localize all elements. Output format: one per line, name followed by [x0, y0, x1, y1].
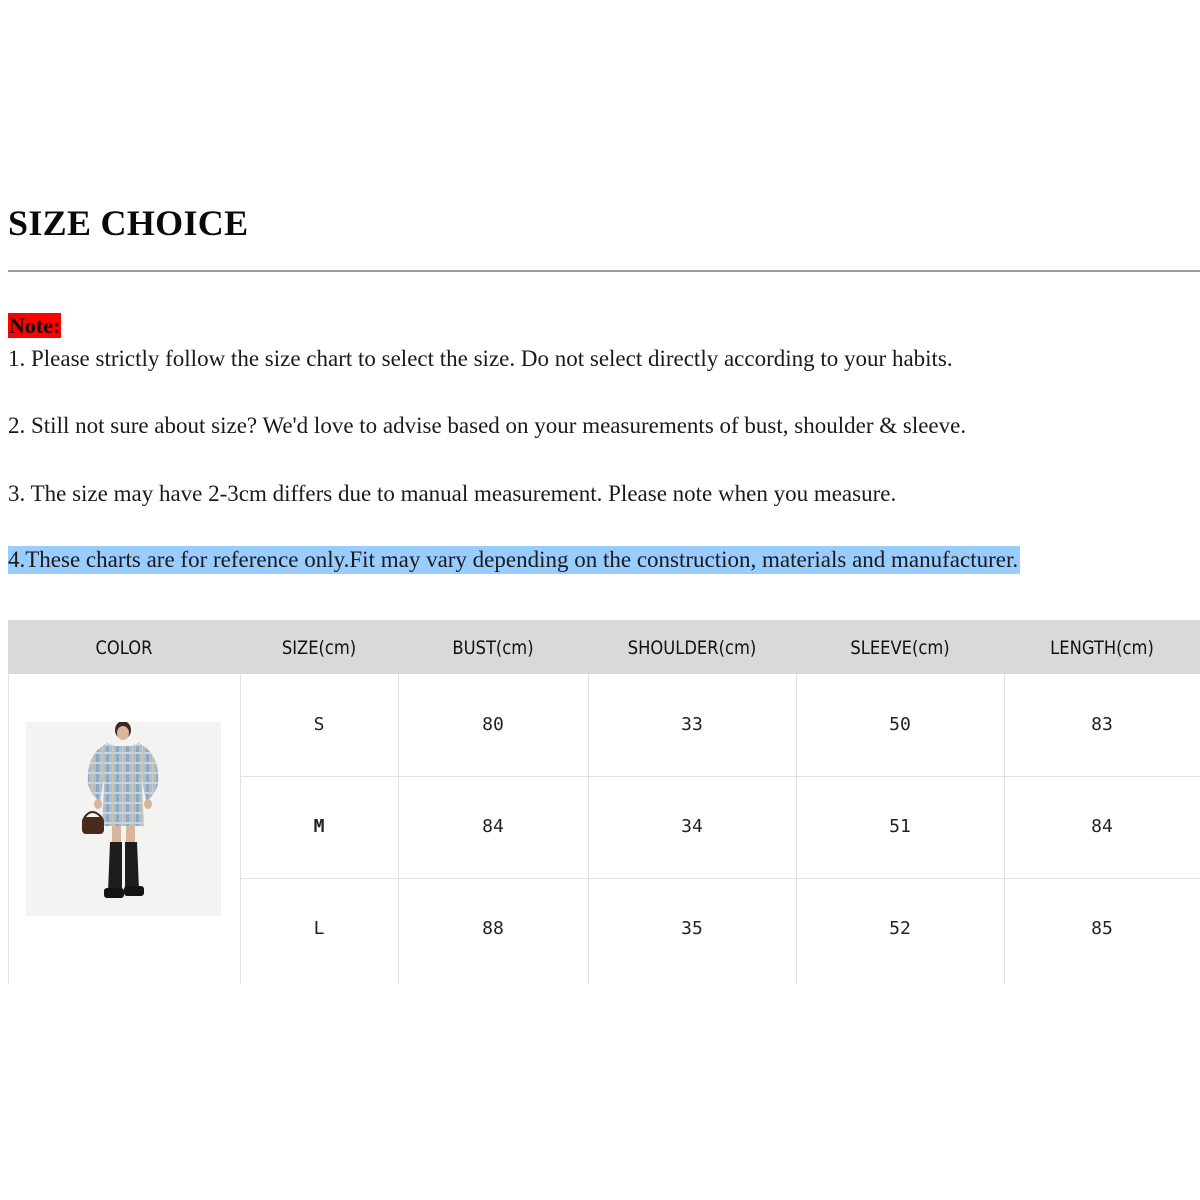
page-title: SIZE CHOICE [8, 203, 249, 243]
header-size: SIZE(cm) [281, 637, 357, 659]
cell-sleeve-l: 52 [889, 918, 911, 939]
note-line-4-highlighted: 4.These charts are for reference only.Fit may vary depending on the construction, materials and manufacturer. [8, 547, 1019, 572]
note-line-2: 2. Still not sure about size? We'd love to advise based on your measurements of bust, shoulder & sleeve. [8, 413, 967, 438]
cell-shoulder-m: 34 [681, 816, 703, 837]
cell-shoulder-s: 33 [681, 714, 703, 735]
cell-bust-m: 84 [482, 816, 504, 837]
cell-bust-l: 88 [482, 918, 504, 939]
cell-length-s: 83 [1091, 714, 1113, 735]
header-shoulder: SHOULDER(cm) [627, 637, 757, 659]
cell-size-l: L [313, 918, 325, 939]
product-photo [26, 722, 221, 916]
cell-size-s: S [313, 714, 325, 735]
note-line-1: 1. Please strictly follow the size chart to select the size. Do not select directly according to your habits. [8, 346, 953, 371]
model-figure-icon [26, 722, 221, 916]
note-label: Note: [9, 313, 61, 338]
cell-length-m: 84 [1091, 816, 1113, 837]
header-sleeve: SLEEVE(cm) [850, 637, 950, 659]
cell-shoulder-l: 35 [681, 918, 703, 939]
cell-sleeve-m: 51 [889, 816, 911, 837]
cell-size-m: M [313, 816, 325, 837]
title-divider [8, 270, 1200, 272]
cell-length-l: 85 [1091, 918, 1113, 939]
cell-bust-s: 80 [482, 714, 504, 735]
table-header [8, 620, 1200, 674]
cell-sleeve-s: 50 [889, 714, 911, 735]
note-line-3: 3. The size may have 2-3cm differs due to manual measurement. Please note when you measure. [8, 481, 897, 506]
header-bust: BUST(cm) [452, 637, 534, 659]
header-color: COLOR [95, 637, 153, 659]
header-length: LENGTH(cm) [1050, 637, 1154, 659]
grid-line [8, 674, 9, 984]
size-chart-table [8, 620, 1200, 984]
